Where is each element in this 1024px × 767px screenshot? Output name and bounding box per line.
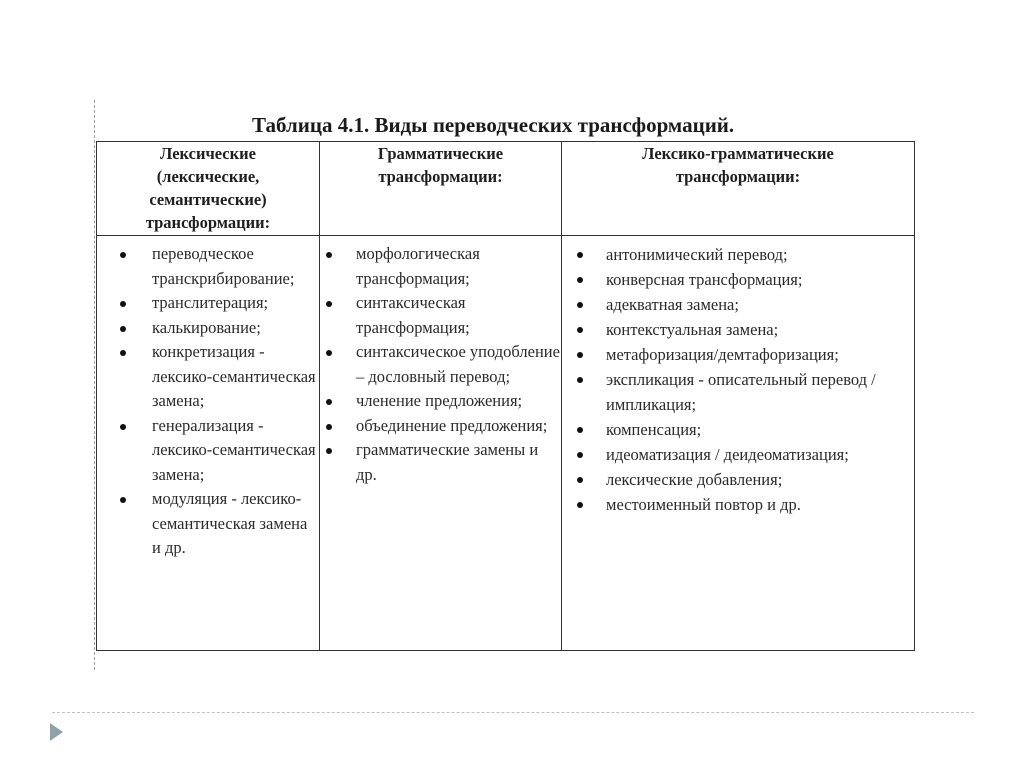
header-lexical: Лексические (лексические, семантические) трансформации: (97, 142, 320, 236)
bullet-icon (577, 477, 583, 483)
list-item: идеоматизация / деидеоматизация; (562, 442, 914, 467)
bullet-icon (577, 302, 583, 308)
bullet-icon (577, 352, 583, 358)
bullet-icon (577, 377, 583, 383)
list-item: калькирование; (97, 316, 319, 341)
list-item: синтаксическое уподобление – дословный перевод; (320, 340, 561, 389)
slide-bottom-rule (52, 712, 974, 713)
header-lexico-grammatical: Лексико-грамматические трансформации: (562, 142, 915, 236)
list-item: антонимический перевод; (562, 242, 914, 267)
bullet-icon (577, 427, 583, 433)
bullet-icon (326, 399, 332, 405)
lexico-grammatical-list (562, 236, 914, 517)
bullet-icon (577, 252, 583, 258)
bullet-icon (120, 424, 126, 430)
bullet-icon (120, 497, 126, 503)
lexico-grammatical-cell (562, 236, 915, 651)
bullet-icon (120, 326, 126, 332)
list-item: лексические добавления; (562, 467, 914, 492)
bullet-icon (326, 252, 332, 258)
header-grammatical: Грамматические трансформации: (320, 142, 562, 236)
bullet-icon (120, 252, 126, 258)
lexical-cell (97, 236, 320, 651)
list-item: экспликация - описательный перевод / импликация; (562, 367, 914, 417)
list-item: объединение предложения; (320, 414, 561, 439)
bullet-icon (326, 350, 332, 356)
list-item: морфологическая трансформация; (320, 242, 561, 291)
list-item: конверсная трансформация; (562, 267, 914, 292)
transformations-table (96, 141, 915, 651)
next-slide-arrow-icon[interactable] (50, 723, 63, 741)
grammatical-cell (320, 236, 562, 651)
content-row (97, 236, 915, 651)
list-item: грамматические замены и др. (320, 438, 561, 487)
list-item: метафоризация/демтафоризация; (562, 342, 914, 367)
list-item: транслитерация; (97, 291, 319, 316)
lexical-list (97, 236, 319, 561)
bullet-icon (577, 327, 583, 333)
list-item: компенсация; (562, 417, 914, 442)
list-item: генерализация - лексико-семантическая замена; (97, 414, 319, 488)
list-item: членение предложения; (320, 389, 561, 414)
list-item: контекстуальная замена; (562, 317, 914, 342)
bullet-icon (326, 448, 332, 454)
list-item: адекватная замена; (562, 292, 914, 317)
bullet-icon (577, 502, 583, 508)
list-item: синтаксическая трансформация; (320, 291, 561, 340)
bullet-icon (120, 301, 126, 307)
bullet-icon (577, 452, 583, 458)
list-item: местоименный повтор и др. (562, 492, 914, 517)
list-item: переводческое транскрибирование; (97, 242, 319, 291)
list-item: модуляция - лексико-семантическая замена и др. (97, 487, 319, 561)
table-title: Таблица 4.1. Виды переводческих трансформаций. (252, 113, 735, 137)
bullet-icon (326, 301, 332, 307)
list-item: конкретизация - лексико-семантическая замена; (97, 340, 319, 414)
slide-left-rule (94, 100, 95, 670)
bullet-icon (326, 424, 332, 430)
grammatical-list (320, 236, 561, 487)
bullet-icon (120, 350, 126, 356)
header-row (97, 142, 915, 236)
bullet-icon (577, 277, 583, 283)
